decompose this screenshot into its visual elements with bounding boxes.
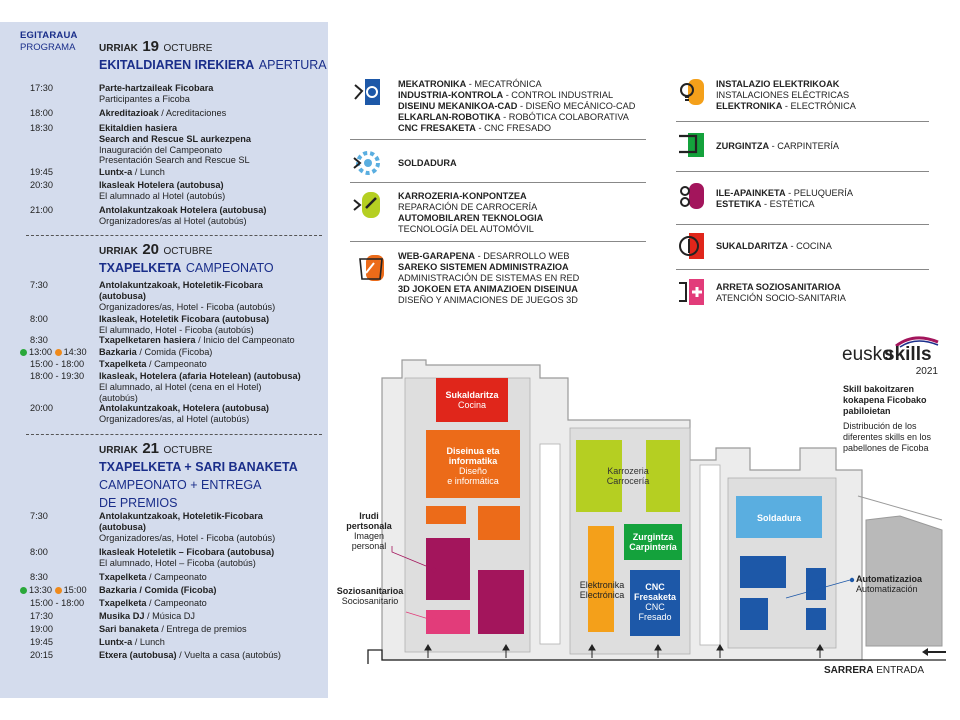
skill-name-eu: KARROZERIA-KONPONTZEA [398, 191, 527, 201]
caption-line: pabellones de Ficoba [843, 443, 929, 453]
skill-name-es: - CARPINTERÍA [769, 141, 840, 151]
skill-group-sociosanitary [716, 282, 846, 304]
divider [676, 121, 929, 122]
skill-name-es: ADMINISTRACIÓN DE SISTEMAS EN RED [398, 273, 580, 283]
event-sub: / Comida (Ficoba) [136, 347, 213, 357]
event-sub: / Lunch [132, 637, 165, 647]
event-detail: Organizadores/as, Hotel - Ficoba (autobús) [99, 301, 276, 312]
logo-skills: skills [884, 344, 932, 365]
programme-label-es: PROGRAMA [20, 42, 76, 53]
zone-label-es: Automatización [856, 584, 918, 594]
event-time: 15:00 - 18:00 [30, 598, 85, 608]
skill-name-es: INSTALACIONES ELÉCTRICAS [716, 90, 850, 100]
zone-label-electronics [572, 580, 632, 600]
event-time: 13:00 [29, 347, 52, 357]
zone-automation [806, 568, 826, 600]
zone-label-es: Electrónica [579, 590, 625, 600]
day-month-es: OCTUBRE [163, 43, 213, 54]
zone-label-es: Sociosanitario [341, 596, 399, 606]
event-title: Parte-hartzaileak Ficobara [99, 83, 214, 93]
entrance-label-eu: SARRERA [824, 665, 874, 676]
zone-label-eu: Sukaldaritza [445, 390, 499, 400]
zone-automation [740, 598, 768, 630]
skill-name-es: - CNC FRESADO [475, 123, 551, 133]
event-detail: El alumnado al Hotel (autobús) [99, 190, 226, 201]
event-title: Ikasleak, Hoteletik Ficobara (autobusa) [99, 314, 270, 324]
cooking-icon [676, 231, 706, 261]
web-design-icon [356, 253, 386, 283]
zone-label-welding [736, 513, 822, 523]
skill-name-eu: WEB-GARAPENA [398, 251, 476, 261]
skill-name-es: REPARACIÓN DE CARROCERÍA [398, 202, 538, 212]
event-detail: (autobús) [99, 392, 138, 403]
event-title: Etxera (autobusa) [99, 650, 177, 660]
programme-label-eu: EGITARAUA [20, 30, 78, 41]
skill-group-industry [398, 79, 635, 134]
zone-label-es: Diseño [458, 466, 487, 476]
event-title: Txapelketa [99, 572, 147, 582]
zone-label-es: Carrocería [606, 476, 650, 486]
skill-name-eu: AUTOMOBILAREN TEKNOLOGIA [398, 213, 544, 223]
entrance-label [824, 666, 924, 676]
event-time: 14:30 [63, 347, 87, 357]
event-time: 8:30 [30, 572, 48, 582]
event-detail: El alumnado, al Hotel (cena en el Hotel) [99, 381, 262, 392]
day-number: 20 [142, 241, 160, 258]
day-number: 21 [142, 440, 160, 457]
zone-label-es: Cocina [457, 400, 486, 410]
zone-label-es: Carpintería [629, 542, 677, 552]
day-title-eu: TXAPELKETA [99, 261, 182, 275]
skill-name-es: - DESARROLLO WEB [475, 251, 570, 261]
zone-electronics [588, 526, 614, 632]
zone-label-eu: Automatizazioa [856, 574, 923, 584]
entrance-arrow-head-icon [922, 648, 928, 656]
caption-line: Skill bakoitzaren [843, 384, 915, 394]
event-sub: / Acreditaciones [158, 108, 227, 118]
event-time: 20:15 [30, 650, 53, 660]
skill-name-eu: ELEKTRONIKA [716, 101, 783, 111]
event-time: 20:00 [30, 403, 53, 413]
event-sub: / Entrega de premios [158, 624, 247, 634]
zone-automation [740, 556, 786, 588]
event-detail: Organizadores/as al Hotel (autobús) [99, 215, 247, 226]
skill-name-eu: INDUSTRIA-KONTROLA [398, 90, 504, 100]
day-month-eu: URRIAK [99, 43, 138, 54]
event-title: Ikasleak Hotelera (autobusa) [99, 180, 224, 190]
skill-name-eu: ESTETIKA [716, 199, 762, 209]
event-detail: Organizadores/as, al Hotel (autobús) [99, 413, 250, 424]
venue-floor-map [330, 350, 960, 700]
skill-name-eu: CNC FRESAKETA [398, 123, 476, 133]
event-detail: El alumnado, Hotel - Ficoba (autobús) [99, 324, 254, 335]
event-time: 19:45 [30, 167, 53, 177]
zone-ict-small [478, 506, 520, 540]
skill-name-es: ATENCIÓN SOCIO-SANITARIA [716, 293, 846, 303]
event-title: Ikasleak, Hotelera (afaria Hotelean) (autobusa) [99, 371, 301, 381]
event-title: (autobusa) [99, 290, 146, 301]
event-sub: / Campeonato [146, 359, 207, 369]
skill-name-eu: SUKALDARITZA [716, 241, 788, 251]
zone-ict-small [426, 506, 466, 524]
event-detail: Organizadores/as, Hotel - Ficoba (autobús) [99, 532, 276, 543]
event-time: 19:00 [30, 624, 53, 634]
event-time: 20:30 [30, 180, 53, 190]
green-dot-icon [20, 587, 27, 594]
divider [676, 269, 929, 270]
event-time-pair [20, 347, 87, 358]
event-title: Musika DJ [99, 611, 145, 621]
zone-label-es: e informática [447, 476, 499, 486]
zone-label-ict [426, 446, 520, 486]
day-month-eu: URRIAK [99, 445, 138, 456]
event-time-pair [20, 585, 87, 596]
zone-label-es: Imagen [353, 531, 385, 541]
zone-label-cooking [436, 390, 508, 410]
car-repair-icon [352, 190, 382, 220]
skill-name-es: - PELUQUERÍA [785, 188, 853, 198]
skill-name-es: - ESTÉTICA [761, 199, 815, 209]
skill-name-eu: ZURGINTZA [716, 141, 770, 151]
skill-name-eu: 3D JOKOEN ETA ANIMAZIOEN DISEINUA [398, 284, 578, 294]
event-time: 8:00 [30, 314, 48, 324]
day-title-es: CAMPEONATO + ENTREGA [99, 478, 262, 492]
event-title: Antolakuntzakoak Hotelera (autobusa) [99, 205, 267, 215]
event-sub: / Lunch [132, 167, 165, 177]
skill-group-carpentry [716, 141, 839, 152]
event-title: Antolakuntzakoak, Hoteletik-Ficobara [99, 280, 263, 290]
zone-label-eu: CNC [645, 582, 665, 592]
divider [676, 171, 929, 172]
skill-group-beauty [716, 188, 853, 210]
event-time: 17:30 [30, 611, 53, 621]
day-month-es: OCTUBRE [163, 246, 213, 257]
caption-line: kokapena Ficobako [843, 395, 927, 405]
skill-group-automotive [398, 191, 543, 235]
zone-label: Soldadura [756, 513, 801, 523]
zone-label-eu: Elektronika [579, 580, 625, 590]
skill-name-eu: ILE-APAINKETA [716, 188, 786, 198]
hall-gap [540, 444, 560, 644]
zone-label-eu: Karrozeria [607, 466, 649, 476]
event-time: 18:00 [30, 108, 53, 118]
carpentry-icon [676, 130, 706, 160]
event-sub: / Música DJ [144, 611, 195, 621]
orange-dot-icon [55, 587, 62, 594]
event-time: 18:30 [30, 123, 53, 133]
skill-group-ict [398, 251, 579, 306]
skill-name-es: - DISEÑO MECÁNICO-CAD [517, 101, 636, 111]
zone-label-image [344, 511, 394, 551]
day-number: 19 [142, 38, 160, 55]
day-title-eu: EKITALDIAREN IREKIERA [99, 58, 255, 72]
divider [26, 235, 322, 236]
event-detail: Presentación Search and Rescue SL [99, 155, 250, 166]
day-header-21 [99, 440, 298, 512]
caption-line: Distribución de los [843, 421, 917, 431]
event-time: 19:45 [30, 637, 53, 647]
logo-eusko: eusko [842, 344, 893, 365]
zone-label-eu: Diseinua eta [446, 446, 500, 456]
green-dot-icon [20, 349, 27, 356]
pointer-dot-icon [432, 568, 436, 572]
day-header-20 [99, 241, 274, 277]
zone-label-sociosanitary [334, 586, 406, 606]
divider [676, 224, 929, 225]
skill-name-es: DISEÑO Y ANIMACIONES DE JUEGOS 3D [398, 295, 578, 305]
event-title: (autobusa) [99, 521, 146, 532]
skill-name-es: TECNOLOGÍA DEL AUTOMÓVIL [398, 224, 534, 234]
event-title: Bazkaria / Comida (Ficoba) [99, 585, 217, 595]
pointer-dot-icon [432, 618, 436, 622]
health-care-icon [676, 277, 706, 307]
event-time: 17:30 [30, 83, 53, 93]
skill-name-es: - MECATRÓNICA [466, 79, 542, 89]
skill-name-es: - CONTROL INDUSTRIAL [503, 90, 614, 100]
event-time: 15:00 - 18:00 [30, 359, 85, 369]
entrance-label-es: ENTRADA [873, 665, 925, 676]
event-detail: El alumnado, Hotel – Ficoba (autobús) [99, 557, 256, 568]
event-title: Ikasleak Hoteletik – Ficobara (autobusa) [99, 547, 275, 557]
gear-skills-icon [352, 77, 382, 107]
event-title: Akreditazioak [99, 108, 159, 118]
zone-label-eu: informatika [448, 456, 498, 466]
event-title: Sari banaketa [99, 624, 159, 634]
programme-panel [0, 22, 328, 698]
zone-sociosanitary [426, 610, 470, 634]
day-header-19 [99, 38, 327, 74]
divider [26, 434, 322, 435]
zone-label-eu: pertsonala [346, 521, 392, 531]
zone-label-cnc [630, 582, 680, 622]
event-time: 18:00 - 19:30 [30, 371, 85, 381]
zone-label-es: personal [351, 541, 387, 551]
event-sub: / Inicio del Campeonato [195, 335, 295, 345]
zone-label-eu: Soziosanitarioa [336, 586, 404, 596]
event-detail: Inauguración del Campeonato [99, 144, 223, 155]
event-time: 8:30 [30, 335, 48, 345]
event-title: Antolakuntzakoak, Hotelera (autobusa) [99, 403, 269, 413]
event-title: Ekitaldien hasiera [99, 123, 178, 133]
logo-year: 2021 [915, 366, 938, 377]
skill-group-cooking [716, 241, 832, 252]
event-title: Txapelketa [99, 598, 147, 608]
day-title-es: CAMPEONATO [185, 261, 274, 275]
skill-name-es: - ELECTRÓNICA [782, 101, 856, 111]
event-sub: / Campeonato [146, 598, 207, 608]
electric-bulb-icon [676, 77, 706, 107]
welding-gear-icon [352, 148, 382, 178]
event-title: Txapelketa [99, 359, 147, 369]
event-title: Luntx-a [99, 167, 133, 177]
zone-label-eu: Zurgintza [632, 532, 674, 542]
skill-name-eu: ARRETA SOZIOSANITARIOA [716, 282, 841, 292]
event-title: Bazkaria [99, 347, 137, 357]
event-title: Search and Rescue SL aurkezpena [99, 133, 252, 144]
skill-group-electrical [716, 79, 856, 112]
orange-dot-icon [55, 349, 62, 356]
day-title-eu: TXAPELKETA + SARI BANAKETA [99, 460, 298, 474]
event-time: 8:00 [30, 547, 48, 557]
skill-group-welding [398, 158, 457, 169]
skill-name-es: - ROBÓTICA COLABORATIVA [500, 112, 629, 122]
event-title: Txapelketaren hasiera [99, 335, 196, 345]
skill-name-eu: DISEINU MEKANIKOA-CAD [398, 101, 518, 111]
zone-label-automation [856, 574, 936, 594]
event-title: Antolakuntzakoak, Hoteletik-Ficobara [99, 511, 263, 521]
caption-line: pabiloietan [843, 406, 891, 416]
day-month-eu: URRIAK [99, 246, 138, 257]
skill-name-eu: MEKATRONIKA [398, 79, 467, 89]
caption-line: diferentes skills en los [843, 432, 932, 442]
event-sub: / Campeonato [146, 572, 207, 582]
event-time: 13:30 [29, 585, 52, 595]
zone-label-automotive [576, 466, 680, 486]
day-title-es: APERTURA [258, 58, 327, 72]
zone-label-eu: Irudi [359, 511, 379, 521]
event-time: 15:00 [63, 585, 87, 595]
zone-label-eu: Fresaketa [633, 592, 677, 602]
pointer-dot-icon [850, 578, 854, 582]
event-time: 7:30 [30, 280, 48, 290]
divider [350, 182, 646, 183]
day-title-es: DE PREMIOS [99, 496, 178, 510]
divider [350, 139, 646, 140]
event-time: 21:00 [30, 205, 53, 215]
hairdressing-icon [676, 181, 706, 211]
skill-name-eu: SAREKO SISTEMEN ADMINISTRAZIOA [398, 262, 569, 272]
skill-name-eu: ELKARLAN-ROBOTIKA [398, 112, 501, 122]
event-time: 7:30 [30, 511, 48, 521]
zone-label-es: CNC [645, 602, 665, 612]
event-sub: / Vuelta a casa (autobús) [176, 650, 281, 660]
event-detail: Participantes a Ficoba [99, 93, 190, 104]
zone-label-carpentry [620, 532, 686, 552]
skill-name-es: - COCINA [787, 241, 832, 251]
zone-beauty [478, 570, 524, 634]
zone-label-es: Fresado [638, 612, 672, 622]
divider [350, 241, 646, 242]
skill-name-eu: INSTALAZIO ELEKTRIKOAK [716, 79, 840, 89]
hall-gap [700, 465, 720, 645]
day-month-es: OCTUBRE [163, 445, 213, 456]
skill-name-eu: SOLDADURA [398, 158, 457, 168]
zone-automation [806, 608, 826, 630]
event-title: Luntx-a [99, 637, 133, 647]
